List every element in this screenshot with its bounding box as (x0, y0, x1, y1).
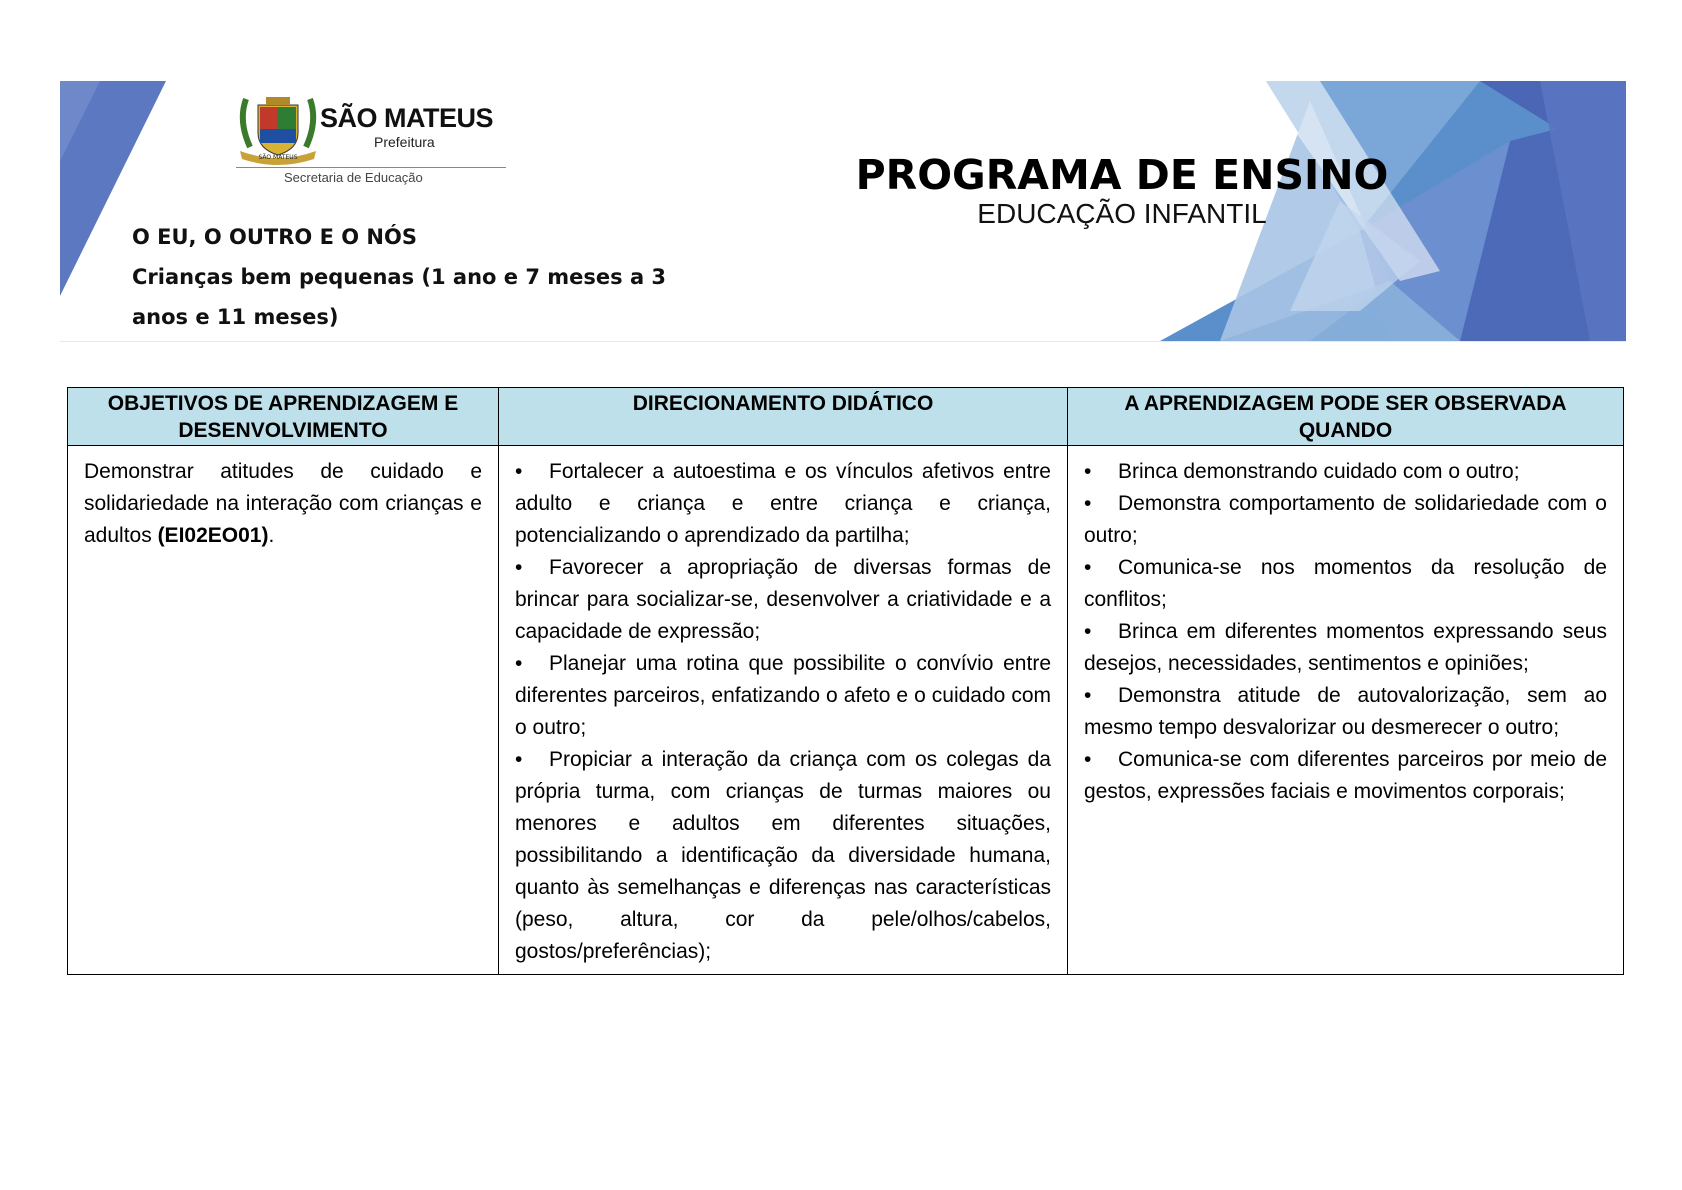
age-group: Crianças bem pequenas (1 ano e 7 meses a 3 anos e 11 meses) (132, 265, 667, 329)
observed-item-text: Brinca demonstrando cuidado com o outro; (1118, 460, 1520, 483)
logo-divider (236, 167, 506, 168)
observed-item-text: Brinca em diferentes momentos expressando seus desejos, necessidades, sentimentos e opiniões; (1084, 620, 1607, 675)
didactic-item-text: Fortalecer a autoestima e os vínculos afetivos entre adulto e criança e entre criança e criança, potencializando o aprendizado da partilha; (515, 460, 1051, 547)
observed-cell (1068, 446, 1624, 975)
curriculum-table (67, 387, 1624, 975)
observed-item-text: Demonstra atitude de autovalorização, sem ao mesmo tempo desvalorizar ou desmerecer o outro; (1084, 684, 1607, 739)
list-item (1084, 456, 1607, 488)
prefeitura-logo (236, 91, 516, 185)
logo-subtitle: Prefeitura (374, 134, 435, 150)
crest-ribbon-text: SÃO MATEUS (258, 154, 298, 161)
bullet-icon: • (515, 652, 523, 675)
list-item (515, 456, 1051, 552)
table-row (68, 446, 1624, 975)
bullet-icon: • (1084, 460, 1092, 483)
list-item (1084, 616, 1607, 680)
list-item (515, 648, 1051, 744)
bullet-icon: • (515, 748, 523, 771)
observed-list (1084, 456, 1607, 808)
bullet-icon: • (1084, 748, 1092, 771)
objective-code: (EI02EO01) (157, 524, 269, 547)
list-item (1084, 744, 1607, 808)
observed-item-text: Comunica-se com diferentes parceiros por meio de gestos, expressões faciais e movimentos corporais; (1084, 748, 1607, 803)
table-header-row (68, 388, 1624, 446)
program-title: PROGRAMA DE ENSINO (855, 151, 1389, 199)
bullet-icon: • (1084, 620, 1092, 643)
objective-tail: . (268, 524, 275, 547)
city-crest-icon (236, 91, 320, 165)
didactic-cell (499, 446, 1068, 975)
didactic-item-text: Favorecer a apropriação de diversas formas de brincar para socializar-se, desenvolver a criatividade e a capacidade de expressão; (515, 556, 1051, 643)
bullet-icon: • (515, 460, 523, 483)
objective-description: Demonstrar atitudes de cuidado e solidariedade na interação com crianças e adultos (84, 460, 482, 547)
bullet-icon: • (1084, 556, 1092, 579)
column-header-observed: A APRENDIZAGEM PODE SER OBSERVADA QUANDO (1068, 388, 1624, 446)
column-header-objectives: OBJETIVOS DE APRENDIZAGEM E DESENVOLVIMENTO (68, 388, 499, 446)
didactic-list (515, 456, 1051, 968)
didactic-item-text: Propiciar a interação da criança com os colegas da própria turma, com crianças de turmas maiores ou menores e adultos em diferentes situações, possibilitando a identificação da diversidade humana, quanto às semelhanças e diferenças nas características (peso, altura, cor da pele/olhos/cabelos, gostos/preferências); (515, 748, 1051, 963)
logo-department: Secretaria de Educação (284, 170, 423, 185)
objective-cell (68, 446, 499, 975)
logo-brand: SÃO MATEUS (320, 103, 494, 133)
list-item (1084, 488, 1607, 552)
bullet-icon: • (1084, 684, 1092, 707)
area-title-block (132, 217, 692, 337)
list-item (1084, 680, 1607, 744)
bullet-icon: • (1084, 492, 1092, 515)
program-subtitle: EDUCAÇÃO INFANTIL (977, 198, 1267, 229)
list-item (1084, 552, 1607, 616)
observed-item-text: Demonstra comportamento de solidariedade com o outro; (1084, 492, 1607, 547)
list-item (515, 552, 1051, 648)
area-title: O EU, O OUTRO E O NÓS (132, 225, 417, 249)
list-item (515, 744, 1051, 968)
bullet-icon: • (515, 556, 523, 579)
observed-item-text: Comunica-se nos momentos da resolução de conflitos; (1084, 556, 1607, 611)
objective-text (84, 456, 482, 552)
column-header-didactic: DIRECIONAMENTO DIDÁTICO (499, 388, 1068, 446)
didactic-item-text: Planejar uma rotina que possibilite o convívio entre diferentes parceiros, enfatizando o afeto e o cuidado com o outro; (515, 652, 1051, 739)
header-banner (60, 81, 1626, 342)
